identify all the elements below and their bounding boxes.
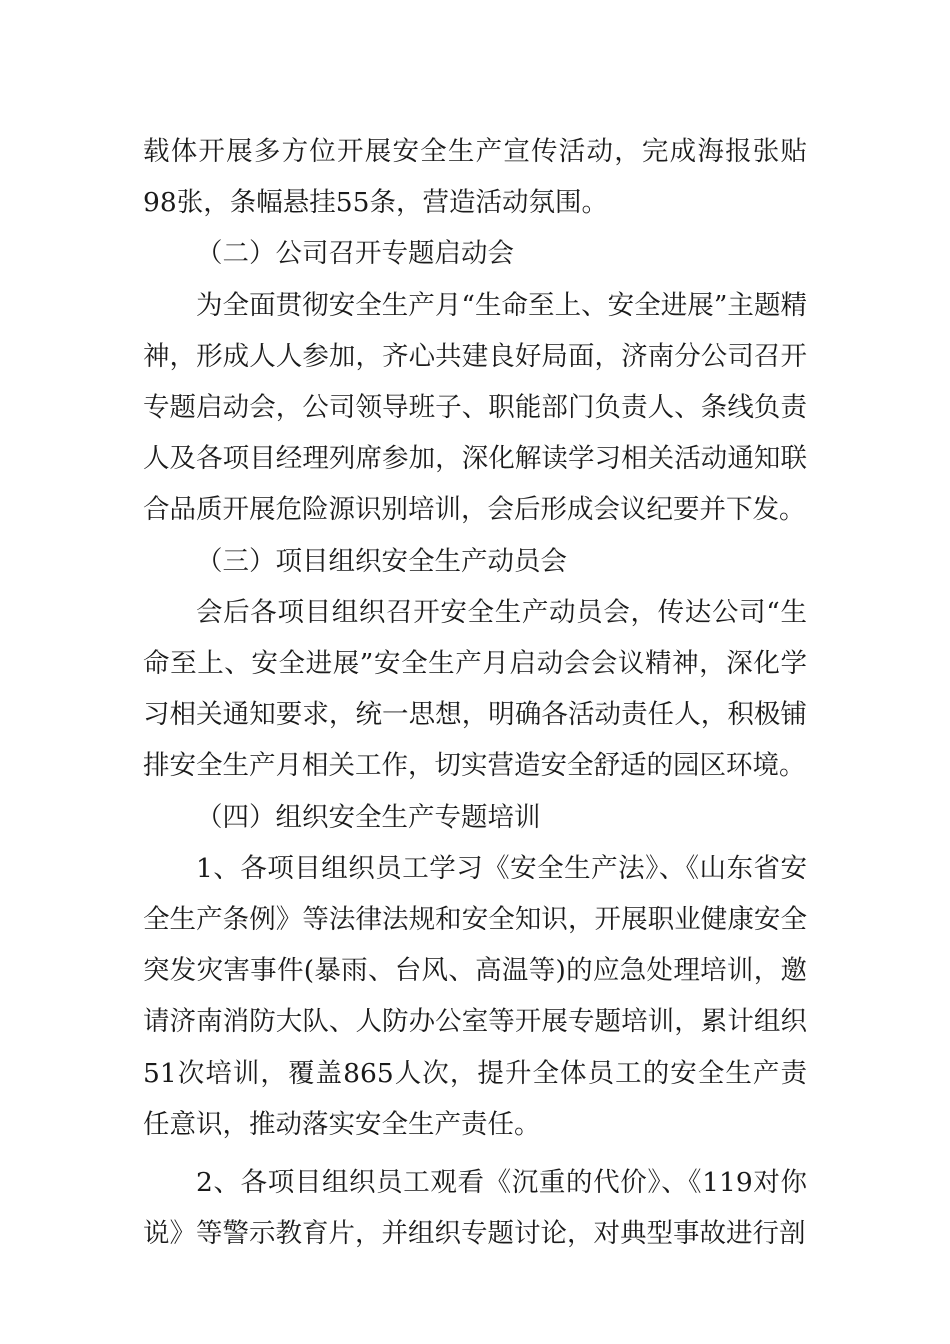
paragraph-kickoff-meeting: 为全面贯彻安全生产月“生命至上、安全进展”主题精神，形成人人参加，齐心共建良好局面，济南分公司召开专题启动会，公司领导班子、职能部门负责人、条线负责人及各项目经理列席参加，深化解读学习相关活动通知联合品质开展危险源识别培训，会后形成会议纪要并下发。	[143, 289, 807, 526]
paragraph-mobilization-meeting: 会后各项目组织召开安全生产动员会，传达公司“生命至上、安全进展”安全生产月启动会会议精神，深化学习相关通知要求，统一思想，明确各活动责任人，积极铺排安全生产月相关工作，切实营造安全舒适的园区环境。	[143, 596, 807, 782]
paragraph-training-item-1: 1、各项目组织员工学习《安全生产法》、《山东省安全生产条例》等法律法规和安全知识，开展职业健康安全突发灾害事件(暴雨、台风、高温等)的应急处理培训，邀请济南消防大队、人防办公室等开展专题培训，累计组织51次培训，覆盖865人次，提升全体员工的安全生产责任意识，推动落实安全生产责任。	[143, 852, 807, 1140]
section-heading-4: （四）组织安全生产专题培训	[196, 801, 541, 833]
paragraph-publicity-summary: 载体开展多方位开展安全生产宣传活动，完成海报张贴98张，条幅悬挂55条，营造活动氛围。	[143, 136, 807, 219]
document-body	[143, 126, 807, 1259]
paragraph-training-item-2: 2、各项目组织员工观看《沉重的代价》、《119对你说》等警示教育片，并组织专题讨论，对典型事故进行剖	[143, 1167, 807, 1250]
section-heading-2: （二）公司召开专题启动会	[196, 238, 514, 270]
section-heading-3: （三）项目组织安全生产动员会	[196, 545, 567, 577]
